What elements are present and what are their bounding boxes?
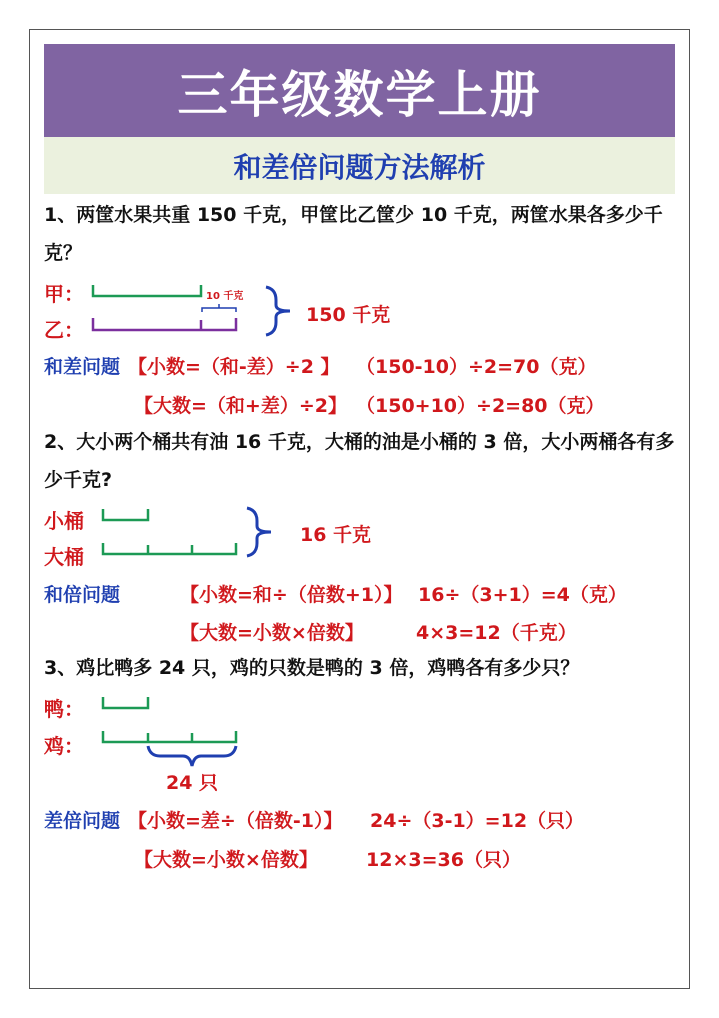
q2-label-big: 大桶: [44, 545, 84, 569]
q2-big-formula: 【大数=小数×倍数】: [180, 622, 364, 644]
q1-jia-segment: [93, 285, 201, 296]
q2-text: 2、大小两个桶共有油 16 千克，大桶的油是小桶的 3 倍，大小两桶各有多少千克?: [44, 431, 675, 491]
q3-chicken-segment: [103, 731, 236, 742]
q3-method: 差倍问题: [44, 810, 121, 832]
q1-yi-segment: [93, 318, 236, 330]
q1-total-label: 150 千克: [306, 304, 391, 326]
q2-big-segment: [103, 543, 236, 554]
q2-small-segment: [103, 509, 148, 520]
q1-diff-label: 10 千克: [206, 291, 244, 302]
q3-label-chicken: 鸡：: [44, 734, 84, 758]
q1-diff-brace: [202, 304, 236, 312]
q1-text: 1、两筐水果共重 150 千克，甲筐比乙筐少 10 千克，两筐水果各多少千克？: [44, 204, 663, 264]
q2-big-calc: 4×3=12（千克）: [416, 622, 577, 644]
page-subtitle: 和差倍问题方法解析: [233, 150, 486, 184]
q2-label-small: 小桶: [44, 509, 84, 533]
q3-big-formula: 【大数=小数×倍数】: [134, 849, 318, 871]
q1-label-yi: 乙：: [44, 318, 84, 342]
q1-total-brace: [266, 287, 290, 335]
q3-small-calc: 24÷（3-1）=12（只）: [370, 810, 585, 832]
q3-label-duck: 鸭：: [44, 697, 84, 721]
q2-total-brace: [247, 508, 271, 556]
q2-small-formula: 【小数=和÷（倍数+1）】: [180, 584, 403, 606]
q3-diff-brace: [148, 746, 236, 766]
q2-method: 和倍问题: [44, 584, 121, 606]
q1-label-jia: 甲：: [44, 282, 84, 306]
q1-small-calc: （150-10）÷2=70（克）: [356, 356, 597, 378]
q1-big-formula: 【大数=（和+差）÷2】: [134, 395, 347, 417]
q3-big-calc: 12×3=36（只）: [366, 849, 521, 871]
page-title: 三年级数学上册: [177, 64, 542, 124]
q3-small-formula: 【小数=差÷（倍数-1）】: [128, 810, 343, 832]
q2-small-calc: 16÷（3+1）=4（克）: [418, 584, 627, 606]
q3-duck-segment: [103, 697, 148, 708]
q1-small-formula: 【小数=（和-差）÷2 】: [128, 356, 340, 378]
q1-method: 和差问题: [44, 356, 121, 378]
q3-diff-label: 24 只: [166, 772, 219, 794]
q3-text: 3、鸡比鸭多 24 只，鸡的只数是鸭的 3 倍，鸡鸭各有多少只？: [44, 657, 580, 679]
q2-total-label: 16 千克: [300, 524, 372, 546]
q1-big-calc: （150+10）÷2=80（克）: [356, 395, 605, 417]
